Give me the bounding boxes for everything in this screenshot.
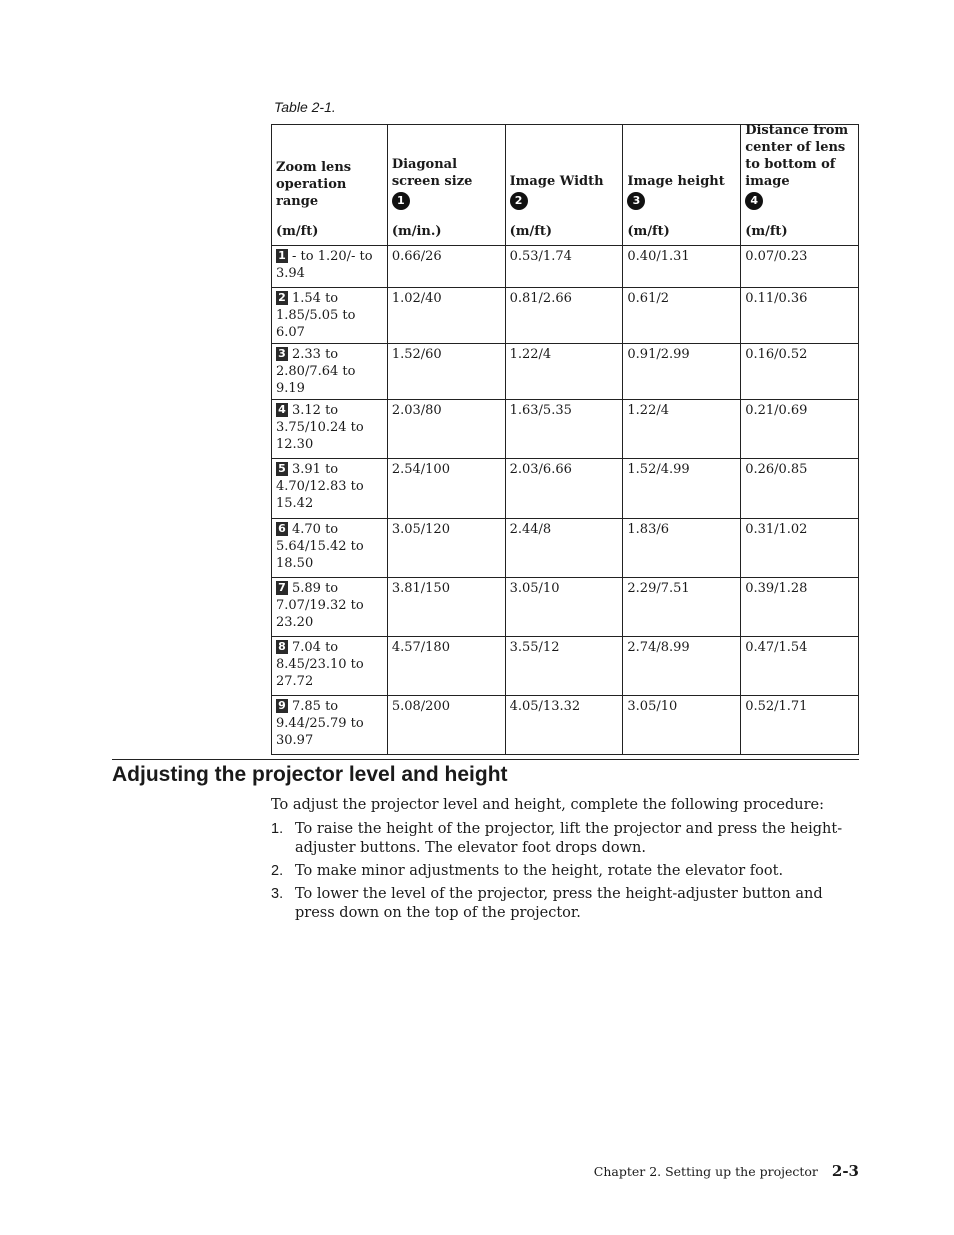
cell-diagonal <box>387 637 505 696</box>
step-number: 3. <box>271 886 284 902</box>
table-row <box>272 578 859 637</box>
list-item <box>271 820 856 858</box>
cell-zoom-range <box>272 344 388 400</box>
chapter-label: Chapter 2. Setting up the projector <box>593 1164 818 1179</box>
cell-diagonal <box>387 578 505 637</box>
cell-text: 0.53/1.74 <box>509 249 572 264</box>
header-unit: (m/in.) <box>391 224 442 239</box>
cell-text: 2.74/8.99 <box>627 640 690 655</box>
cell-text: 0.16/0.52 <box>745 347 808 362</box>
cell-text: 0.52/1.71 <box>745 699 808 714</box>
cell-zoom-range <box>272 400 388 459</box>
header-unit: (m/ft) <box>627 224 670 239</box>
cell-width <box>505 519 623 578</box>
cell-text: 3.05/10 <box>509 581 560 596</box>
cell-distance <box>741 696 859 755</box>
cell-width <box>505 400 623 459</box>
header-image-width <box>505 125 623 246</box>
cell-height <box>623 696 741 755</box>
cell-text: 0.07/0.23 <box>745 249 808 264</box>
cell-width <box>505 459 623 519</box>
cell-text: 0.47/1.54 <box>745 640 808 655</box>
table-row <box>272 288 859 344</box>
header-label: Distance from center of lens to bottom of image <box>745 123 849 189</box>
cell-width <box>505 344 623 400</box>
row-number-badge: 8 <box>276 640 288 654</box>
cell-height <box>623 344 741 400</box>
row-number-badge: 7 <box>276 581 288 595</box>
cell-diagonal <box>387 696 505 755</box>
cell-text: 5.08/200 <box>391 699 450 714</box>
cell-text: 1.22/4 <box>627 403 670 418</box>
header-label: Image height <box>627 174 725 189</box>
cell-height <box>623 246 741 288</box>
cell-text: 3.05/10 <box>627 699 678 714</box>
table-row <box>272 519 859 578</box>
table-row <box>272 400 859 459</box>
step-text: To make minor adjustments to the height, rotate the elevator foot. <box>295 863 784 879</box>
cell-distance <box>741 246 859 288</box>
cell-diagonal <box>387 288 505 344</box>
cell-text: 3.91 to 4.70/12.83 to 15.42 <box>276 462 364 511</box>
cell-diagonal <box>387 519 505 578</box>
cell-zoom-range <box>272 519 388 578</box>
cell-text: 3.12 to 3.75/10.24 to 12.30 <box>276 403 364 452</box>
row-number-badge: 3 <box>276 347 288 361</box>
callout-4-icon: 4 <box>745 192 763 210</box>
row-number-badge: 2 <box>276 291 288 305</box>
cell-text: 1.02/40 <box>391 291 442 306</box>
callout-2-icon: 2 <box>510 192 528 210</box>
section-divider <box>112 759 859 760</box>
cell-zoom-range <box>272 696 388 755</box>
row-number-badge: 6 <box>276 522 288 536</box>
intro-paragraph: To adjust the projector level and height, complete the following procedure: <box>271 797 824 813</box>
page-number: 2-3 <box>831 1162 859 1180</box>
cell-text: 3.81/150 <box>391 581 450 596</box>
cell-zoom-range <box>272 288 388 344</box>
cell-height <box>623 519 741 578</box>
table-row <box>272 696 859 755</box>
header-unit: (m/ft) <box>276 224 319 239</box>
cell-zoom-range <box>272 637 388 696</box>
cell-width <box>505 696 623 755</box>
cell-text: 0.11/0.36 <box>745 291 808 306</box>
cell-text: - to 1.20/- to 3.94 <box>276 249 373 281</box>
row-number-badge: 1 <box>276 249 288 263</box>
cell-text: 1.63/5.35 <box>509 403 572 418</box>
cell-text: 2.29/7.51 <box>627 581 690 596</box>
cell-text: 1.52/4.99 <box>627 462 690 477</box>
cell-height <box>623 578 741 637</box>
cell-text: 3.05/120 <box>391 522 450 537</box>
cell-text: 2.44/8 <box>509 522 552 537</box>
cell-width <box>505 637 623 696</box>
cell-distance <box>741 400 859 459</box>
row-number-badge: 4 <box>276 403 288 417</box>
cell-diagonal <box>387 459 505 519</box>
cell-zoom-range <box>272 246 388 288</box>
cell-text: 3.55/12 <box>509 640 560 655</box>
cell-distance <box>741 459 859 519</box>
cell-text: 0.31/1.02 <box>745 522 808 537</box>
header-label: Diagonal screen size <box>391 157 473 189</box>
cell-text: 0.91/2.99 <box>627 347 690 362</box>
cell-text: 0.21/0.69 <box>745 403 808 418</box>
cell-text: 1.52/60 <box>391 347 442 362</box>
header-diagonal-size <box>387 125 505 246</box>
cell-text: 0.39/1.28 <box>745 581 808 596</box>
cell-diagonal <box>387 344 505 400</box>
cell-text: 5.89 to 7.07/19.32 to 23.20 <box>276 581 364 630</box>
step-number: 1. <box>271 821 284 837</box>
cell-text: 1.54 to 1.85/5.05 to 6.07 <box>276 291 356 340</box>
cell-text: 0.81/2.66 <box>509 291 572 306</box>
cell-width <box>505 288 623 344</box>
cell-height <box>623 288 741 344</box>
section-heading: Adjusting the projector level and height <box>112 763 508 786</box>
step-number: 2. <box>271 863 284 879</box>
cell-diagonal <box>387 246 505 288</box>
cell-text: 2.03/6.66 <box>509 462 572 477</box>
cell-height <box>623 637 741 696</box>
header-image-height <box>623 125 741 246</box>
table-header-row <box>272 125 859 246</box>
cell-width <box>505 578 623 637</box>
cell-zoom-range <box>272 459 388 519</box>
header-unit: (m/ft) <box>745 224 788 239</box>
cell-width <box>505 246 623 288</box>
row-number-badge: 5 <box>276 462 288 476</box>
cell-zoom-range <box>272 578 388 637</box>
cell-height <box>623 400 741 459</box>
step-text: To lower the level of the projector, press the height-adjuster button and press down on the top of the projector. <box>295 886 823 921</box>
cell-text: 7.85 to 9.44/25.79 to 30.97 <box>276 699 364 748</box>
page-footer <box>594 1162 859 1180</box>
cell-text: 0.61/2 <box>627 291 670 306</box>
row-number-badge: 9 <box>276 699 288 713</box>
cell-height <box>623 459 741 519</box>
list-item <box>271 885 856 923</box>
callout-1-icon: 1 <box>392 192 410 210</box>
table-row <box>272 344 859 400</box>
cell-text: 4.05/13.32 <box>509 699 581 714</box>
header-label: Image Width <box>509 174 604 189</box>
list-item <box>271 862 856 881</box>
cell-text: 2.33 to 2.80/7.64 to 9.19 <box>276 347 356 396</box>
cell-text: 4.70 to 5.64/15.42 to 18.50 <box>276 522 364 571</box>
cell-distance <box>741 519 859 578</box>
cell-text: 0.40/1.31 <box>627 249 690 264</box>
step-text: To raise the height of the projector, lift the projector and press the height-adjuster buttons. The elevator foot drops down. <box>295 821 843 856</box>
header-label: Zoom lens operation range <box>276 160 352 209</box>
zoom-range-table <box>271 124 859 755</box>
cell-text: 0.26/0.85 <box>745 462 808 477</box>
table-caption: Table 2-1. <box>274 99 336 115</box>
cell-text: 1.22/4 <box>509 347 552 362</box>
cell-text: 0.66/26 <box>391 249 442 264</box>
cell-text: 2.54/100 <box>391 462 450 477</box>
cell-text: 7.04 to 8.45/23.10 to 27.72 <box>276 640 364 689</box>
cell-distance <box>741 637 859 696</box>
table-row <box>272 459 859 519</box>
table-row <box>272 246 859 288</box>
procedure-steps <box>271 820 856 927</box>
cell-text: 4.57/180 <box>391 640 450 655</box>
cell-distance <box>741 288 859 344</box>
cell-text: 2.03/80 <box>391 403 442 418</box>
cell-text: 1.83/6 <box>627 522 670 537</box>
header-unit: (m/ft) <box>509 224 552 239</box>
callout-3-icon: 3 <box>627 192 645 210</box>
header-zoom-range <box>272 125 388 246</box>
header-lens-distance <box>741 125 859 246</box>
cell-distance <box>741 578 859 637</box>
cell-diagonal <box>387 400 505 459</box>
table-row <box>272 637 859 696</box>
cell-distance <box>741 344 859 400</box>
